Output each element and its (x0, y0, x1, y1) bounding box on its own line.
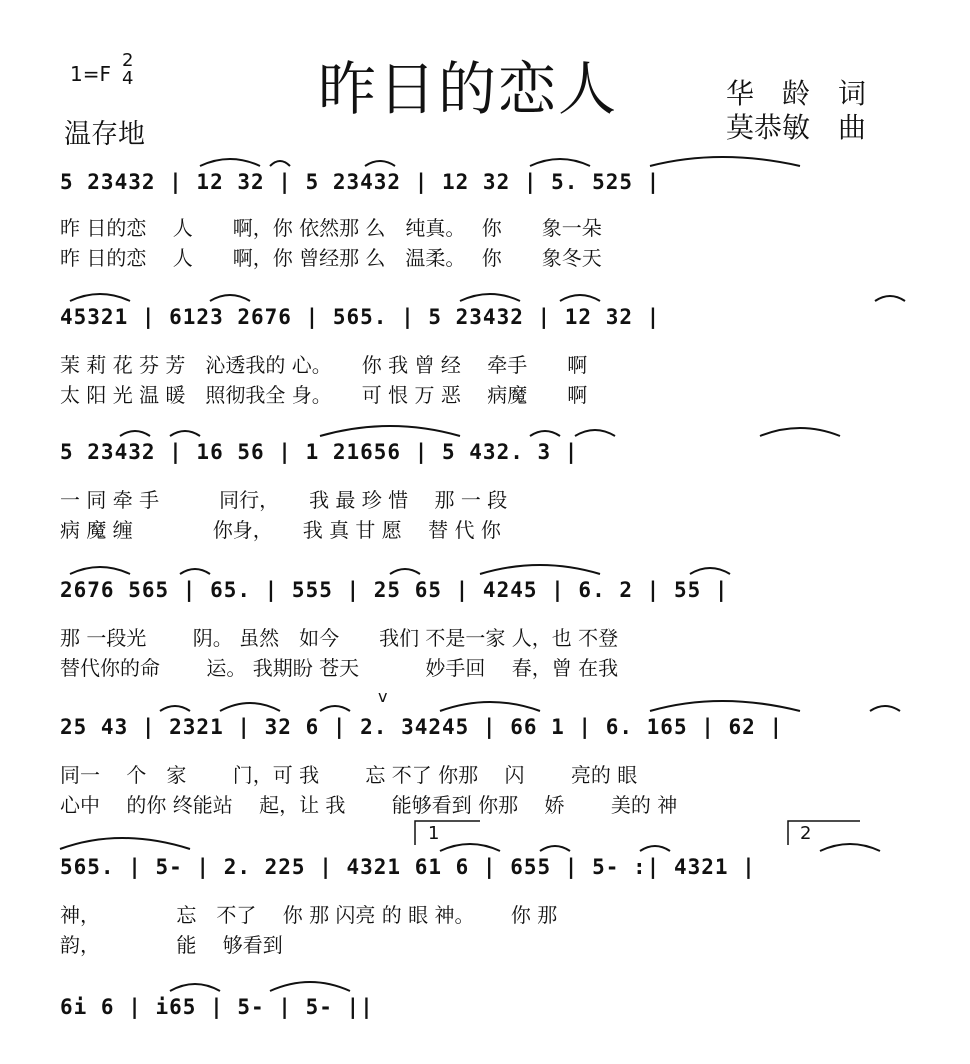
slur-marks (60, 715, 920, 755)
slur-marks (60, 305, 920, 345)
tempo-marking: 温存地 (64, 119, 145, 150)
score-system-2 (60, 305, 920, 405)
lyricist-credit: 华 龄 词 (726, 77, 867, 110)
score-system-5 (60, 687, 920, 817)
breath-mark: v (378, 687, 388, 706)
slur-marks (60, 440, 920, 480)
lyrics-verse-1: 同一 个 家 门，可 我 忘 不了 你那 闪 亮的 眼 (60, 763, 638, 787)
lyrics-verse-2: 韵， 能 够看到 (60, 933, 283, 957)
lyrics-verse-2: 心中 的你 终能站 起，让 我 能够看到 你那 娇 美的 神 (60, 793, 678, 817)
score-system-6 (60, 823, 920, 957)
slur-marks (60, 170, 920, 210)
time-signature (122, 52, 133, 88)
song-title: 昨日的恋人 (318, 55, 619, 123)
score-system-1 (60, 170, 920, 270)
score-system-7 (60, 995, 920, 1045)
notation-line: 2676 565 | 65. | 555 | 25 65 | 4245 | 6. 2 | 55 | (60, 578, 729, 602)
notation-line: 45321 | 6123 2676 | 565. | 5 23432 | 12 32 | (60, 305, 661, 329)
lyrics-verse-1: 神， 忘 不了 你 那 闪亮 的 眼 神。 你 那 (60, 903, 558, 927)
notation-line: 5 23432 | 16 56 | 1 21656 | 5 432. 3 | (60, 440, 579, 464)
time-signature-top: 2 (122, 50, 134, 71)
first-ending-marker: 1 (428, 823, 440, 844)
key-signature: 1=F (70, 62, 111, 86)
lyrics-verse-1: 昨 日的恋 人 啊，你 依然那 么 纯真。 你 象一朵 (60, 216, 602, 240)
lyrics-verse-2: 替代你的命 运。 我期盼 苍天 妙手回 春，曾 在我 (60, 656, 619, 680)
second-ending-marker: 2 (800, 823, 812, 844)
time-signature-bottom: 4 (122, 68, 134, 89)
slur-marks (60, 578, 920, 618)
lyrics-verse-2: 昨 日的恋 人 啊，你 曾经那 么 温柔。 你 象冬天 (60, 246, 602, 270)
composer-credit: 莫恭敏 曲 (726, 111, 867, 144)
slur-marks (60, 995, 920, 1035)
notation-line: 5 23432 | 12 32 | 5 23432 | 12 32 | 5. 525 | (60, 170, 661, 194)
score-system-3 (60, 440, 920, 540)
notation-line: 6i 6 | i65 | 5- | 5- || (60, 995, 374, 1019)
lyrics-verse-1: 那 一段光 阴。 虽然 如今 我们 不是一家 人，也 不登 (60, 626, 619, 650)
slur-marks (60, 855, 920, 895)
lyrics-verse-2: 病 魔 缠 你身， 我 真 甘 愿 替 代 你 (60, 518, 501, 542)
notation-line: 25 43 | 2321 | 32 6 | 2. 34245 | 66 1 | 6. 165 | 62 | (60, 715, 784, 739)
lyrics-verse-2: 太 阳 光 温 暖 照彻我全 身。 可 恨 万 恶 病魔 啊 (60, 383, 588, 407)
lyrics-verse-1: 一 同 牵 手 同行， 我 最 珍 惜 那 一 段 (60, 488, 508, 512)
score-system-4 (60, 578, 920, 678)
notation-line: 565. | 5- | 2. 225 | 4321 61 6 | 655 | 5- :| 4321 | (60, 855, 756, 879)
lyrics-verse-1: 茉 莉 花 芬 芳 沁透我的 心。 你 我 曾 经 牵手 啊 (60, 353, 588, 377)
